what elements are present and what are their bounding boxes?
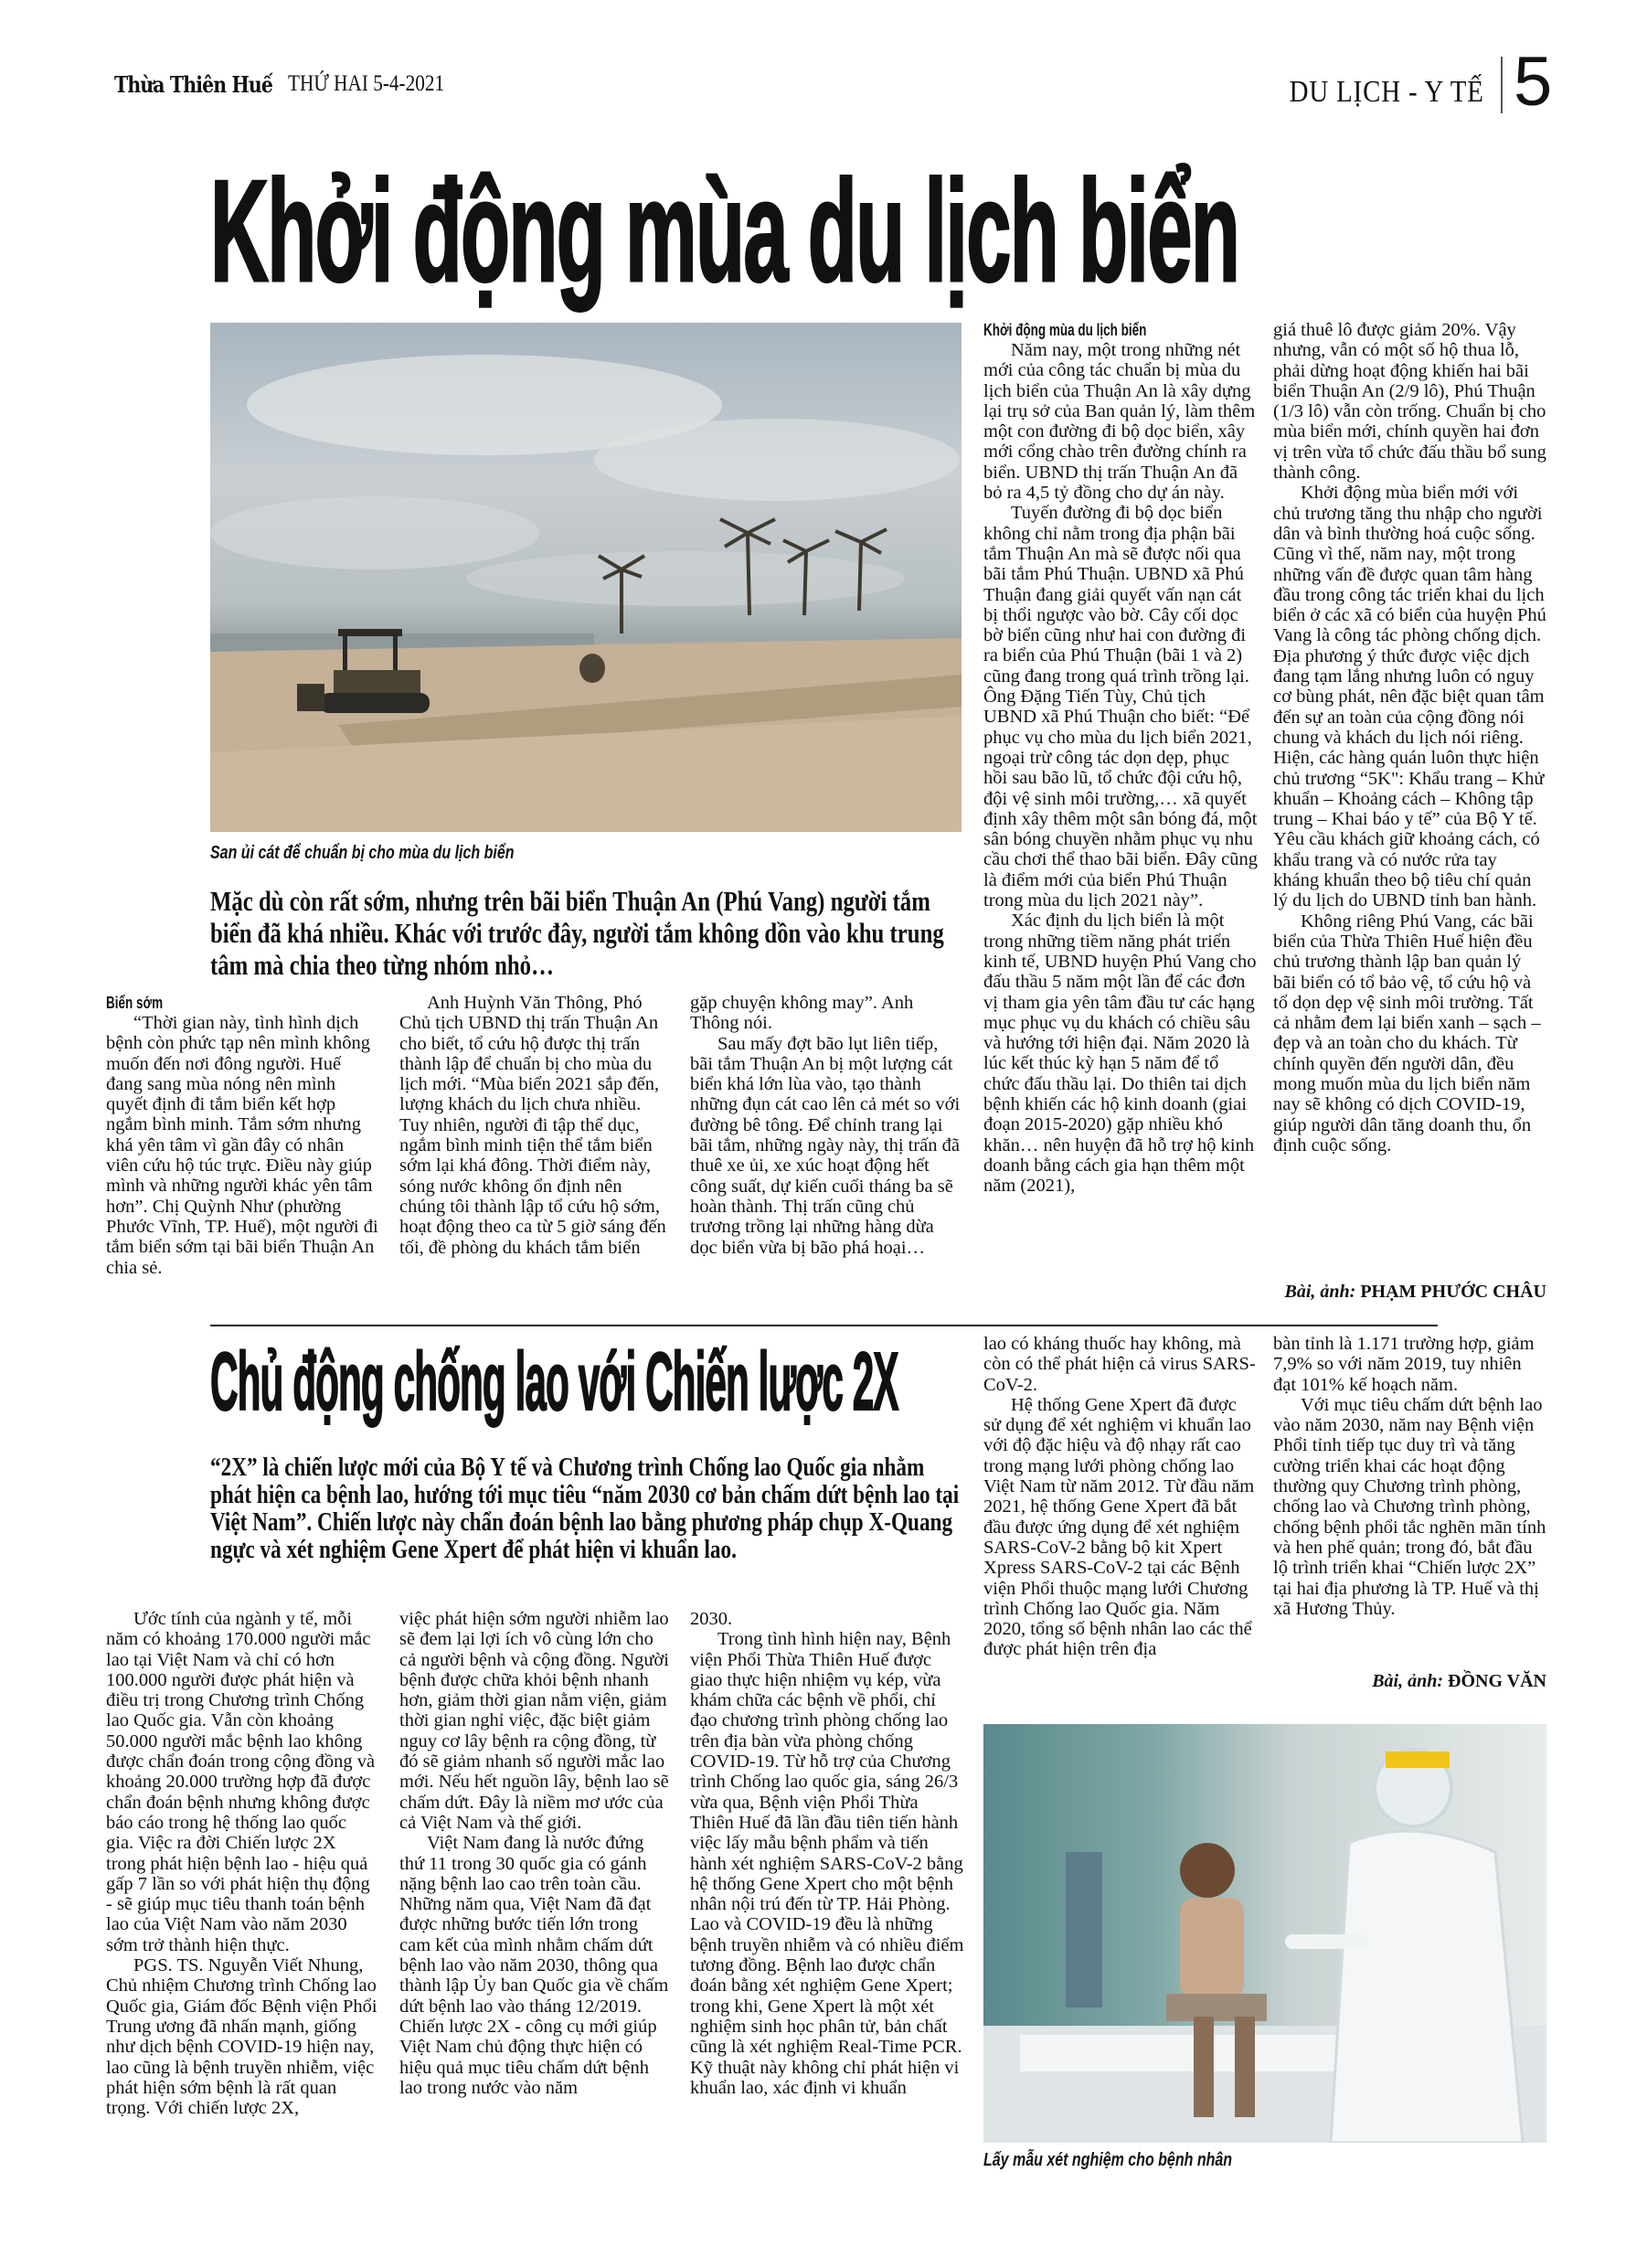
- article1-headline: Khởi động mùa du lịch biển: [210, 151, 1239, 312]
- paragraph: Năm nay, một trong những nét mới của công tác chuẩn bị mùa du lịch biển của Thuận An là xây dựng lại trụ sở của Ban quản lý, làm thêm một con đường đi bộ dọc biển, xây mới cổng chào trên đường chính ra biển. UBND thị trấn Thuận An đã bỏ ra 4,5 tỷ đồng cho dự án này.: [983, 340, 1256, 504]
- byline-author: PHẠM PHƯỚC CHÂU: [1360, 1282, 1546, 1302]
- subheading: Biển sớm: [106, 994, 164, 1012]
- paragraph: Trong tình hình hiện nay, Bệnh viện Phổi Thừa Thiên Huế được giao thực hiện nhiệm vụ kép, vừa khám chữa các bệnh về phổi, chỉ đạo chương trình phòng chống lao trên địa bàn vừa phòng chống COVID-19. Từ hỗ trợ của Chương trình Chống lao quốc gia, sáng 26/3 vừa qua, Bệnh viện Phổi Thừa Thiên Huế đã lần đầu tiên tiến hành việc lấy mẫu bệnh phẩm và tiến hành xét nghiệm SARS-CoV-2 bằng hệ thống Gene Xpert cho một bệnh nhân nội trú đến từ TP. Hải Phòng. Lao và COVID-19 đều là những bệnh truyền nhiễm và có nhiều điểm tương đồng. Bệnh lao được chẩn đoán bằng xét nghiệm Gene Xpert; trong khi, Gene Xpert là một xét nghiệm sinh học phân tử, bản chất cũng là xét nghiệm Real-Time PCR. Kỹ thuật này không chỉ phát hiện vi khuẩn lao, xác định vi khuẩn: [690, 1629, 964, 2098]
- page-number: 5: [1514, 43, 1553, 121]
- paragraph: bàn tỉnh là 1.171 trường hợp, giảm 7,9% so với năm 2019, tuy nhiên đạt 101% kế hoạch năm.: [1273, 1334, 1535, 1395]
- paragraph: “Thời gian này, tình hình dịch bệnh còn phức tạp nên mình không muốn đến nơi đông người. Huế đang sang mùa nóng nên mình quyết định đi tắm biển kết hợp ngắm bình minh. Tắm sớm nhưng khá yên tâm vì gần đây có nhân viên cứu hộ túc trực. Điều này giúp mình và những người khác yên tâm hơn”. Chị Quỳnh Như (phường Phước Vĩnh, TP. Huế), một người đi tắm biển sớm tại bãi biển Thuận An chia sẻ.: [106, 1013, 378, 1278]
- beach-photo: [210, 323, 962, 832]
- paragraph: gặp chuyện không may”. Anh Thông nói.: [690, 993, 914, 1034]
- article1-column-3: [690, 993, 964, 1258]
- article2-headline: Chủ động chống lao với Chiến lược 2X: [210, 1336, 898, 1428]
- paragraph: Không riêng Phú Vang, các bãi biển của Thừa Thiên Huế hiện đều chủ trương thành lập ban quản lý bãi biển có tổ bảo vệ, tổ cứu hộ và tổ dọn dẹp vệ sinh môi trường. Tất cả nhằm đem lại biển xanh – sạch – đẹp và an toàn cho du khách. Từ chính quyền đến người dân, đều mong muốn mùa du lịch biển năm nay sẽ không có dịch COVID-19, giúp người dân tăng doanh thu, ổn định cuộc sống.: [1273, 910, 1541, 1155]
- article1-column-2: [399, 993, 672, 1258]
- sample-collection-image: [983, 1724, 1546, 2143]
- article-divider: [210, 1325, 1438, 1326]
- paragraph: việc phát hiện sớm người nhiễm lao sẽ đem lại lợi ích vô cùng lớn cho cả người bệnh và cộng đồng. Người bệnh được chữa khỏi bệnh nhanh hơn, giảm thời gian nằm viện, giảm thời gian nghỉ việc, đặc biệt giảm nguy cơ lây bệnh ra cộng đồng, từ đó sẽ giảm nhanh số người mắc lao mới. Nếu hết nguồn lây, bệnh lao sẽ chấm dứt. Đây là niềm mơ ước của cả Việt Nam và thế giới.: [399, 1609, 669, 1833]
- paragraph: Sau mấy đợt bão lụt liên tiếp, bãi tắm Thuận An bị một lượng cát biển khá lớn lùa vào, tạo thành những đụn cát cao lên cả mét so với đường bê tông. Để chỉnh trang lại bãi tắm, những ngày này, thị trấn đã thuê xe ủi, xe xúc hoạt động hết công suất, dự kiến cuối tháng ba sẽ hoàn thành. Thị trấn cũng chủ trương trồng lại những hàng dừa dọc biển vừa bị bão phá hoại…: [690, 1033, 961, 1258]
- article1-lead: Mặc dù còn rất sớm, nhưng trên bãi biển Thuận An (Phú Vang) người tắm biển đã khá nhiều. Khác với trước đây, người tắm không dồn vào khu trung tâm mà chia theo từng nhóm nhỏ…: [210, 885, 944, 981]
- paragraph: Anh Huỳnh Văn Thông, Phó Chủ tịch UBND thị trấn Thuận An cho biết, tổ cứu hộ được thị trấn thành lập để chuẩn bị cho mùa du lịch mới. “Mùa biển 2021 sắp đến, lượng khách du lịch chưa nhiều. Tuy nhiên, người đi tập thể dục, ngắm bình minh tiện thể tắm biển sớm lại khá đông. Thời điểm này, sóng nước không ổn định nên chúng tôi thành lập tổ cứu hộ sớm, hoạt động theo ca từ 5 giờ sáng đến tối, đề phòng du khách tắm biển: [399, 993, 666, 1258]
- paragraph: Với mục tiêu chấm dứt bệnh lao vào năm 2030, năm nay Bệnh viện Phổi tỉnh tiếp tục duy trì và tăng cường triển khai các hoạt động thường quy Chương trình phòng, chống lao và Chương trình phòng, chống bệnh phổi tắc nghẽn mãn tính và hen phế quản; trong đó, bắt đầu lộ trình triển khai “Chiến lược 2X” tại hai địa phương là TP. Huế và thị xã Hương Thủy.: [1273, 1394, 1546, 1619]
- paragraph: lao có kháng thuốc hay không, mà còn có thể phát hiện cả virus SARS-CoV-2.: [983, 1334, 1256, 1395]
- paragraph: Việt Nam đang là nước đứng thứ 11 trong 30 quốc gia có gánh nặng bệnh lao cao trên toàn cầu. Những năm qua, Việt Nam đã đạt được những bước tiến lớn trong cam kết của mình nhằm chấm dứt bệnh lao vào năm 2030, thông qua thành lập Ủy ban Quốc gia về chấm dứt bệnh lao vào tháng 12/2019. Chiến lược 2X - công cụ mới giúp Việt Nam chủ động thực hiện có hiệu quả mục tiêu chấm dứt bệnh lao trong nước vào năm: [399, 1833, 669, 2098]
- paragraph: Hệ thống Gene Xpert đã được sử dụng để xét nghiệm vi khuẩn lao với độ đặc hiệu và độ nhạy rất cao trong mạng lưới phòng chống lao Việt Nam từ năm 2012. Từ đầu năm 2021, hệ thống Gene Xpert đã bắt đầu được ứng dụng để xét nghiệm SARS-CoV-2 bằng bộ kit Xpert Xpress SARS-CoV-2 tại các Bệnh viện Phổi thuộc mạng lưới Chương trình Chống lao Quốc gia. Năm 2020, tổng số bệnh nhân lao các thể được phát hiện trên địa: [983, 1394, 1255, 1660]
- article2-column-3: [690, 1609, 964, 2098]
- byline-author: ĐỒNG VĂN: [1448, 1671, 1546, 1691]
- paragraph: Xác định du lịch biển là một trong những tiềm năng phát triển kinh tế, UBND huyện Phú Vang cho đấu thầu 5 năm một lần để các đơn vị tham gia yên tâm đầu tư các hạng mục phục vụ du khách có chiều sâu và hướng tới hiện đại. Năm 2020 là lúc kết thúc kỳ hạn 5 năm để tổ chức đấu thầu lại. Do thiên tai dịch bệnh khiến các hộ kinh doanh (giai đoạn 2015-2020) gặp nhiều khó khăn… nên huyện đã hỗ trợ hộ kinh doanh bằng cách gia hạn thêm một năm (2021),: [983, 910, 1257, 1197]
- issue-date: THỨ HAI 5-4-2021: [288, 71, 445, 96]
- article1-column-4: [983, 340, 1258, 1196]
- article2-column-1: [106, 1609, 378, 2118]
- article1-column-5: [1273, 320, 1547, 1155]
- paragraph: Tuyến đường đi bộ dọc biển không chỉ nằm trong địa phận bãi tắm Thuận An mà sẽ được nối qua bãi tắm Phú Thuận. UBND xã Phú Thuận đang giải quyết vấn nạn cát bị thổi ngược vào bờ. Cây cối dọc bờ biển cũng như hai con đường đi ra biển của Phú Thuận (bãi 1 và 2) cũng đang trong quá trình trồng lại. Ông Đặng Tiến Tùy, Chủ tịch UBND xã Phú Thuận cho biết: “Để phục vụ cho mùa du lịch biển 2021, ngoại trừ công tác dọn dẹp, phục hồi sau bão lũ, tổ chức đội cứu hộ, đội vệ sinh môi trường,… xã quyết định xây thêm một sân bóng đá, một sân bóng chuyền nhằm phục vụ nhu cầu chơi thể thao bãi biển. Đây cũng là điểm mới của biển Phú Thuận trong mùa du lịch 2021 này”.: [983, 503, 1259, 911]
- article1-byline: [1285, 1282, 1546, 1303]
- article2-lead: “2X” là chiến lược mới của Bộ Y tế và Chương trình Chống lao Quốc gia nhằm phát hiện ca bệnh lao, hướng tới mục tiêu “năm 2030 cơ bản chấm dứt bệnh lao tại Việt Nam”. Chiến lược này chẩn đoán bệnh lao bằng phương pháp chụp X-Quang ngực và xét nghiệm Gene Xpert để phát hiện vi khuẩn lao.: [210, 1453, 960, 1564]
- masthead: Thừa Thiên Huế: [114, 71, 273, 98]
- article1-column-1: [106, 1013, 378, 1278]
- paragraph: Khởi động mùa biển mới với chủ trương tăng thu nhập cho người dân và bình thường hoá cuộc sống. Cũng vì thế, năm nay, một trong những vấn đề được quan tâm hàng đầu trong công tác triển khai du lịch biển ở các xã có biển của huyện Phú Vang là công tác phòng chống dịch. Địa phương ý thức được việc dịch đang tạm lắng nhưng luôn có nguy cơ bùng phát, nên đặc biệt quan tâm đến sự an toàn của cộng đồng nói chung và khách du lịch nói riêng. Hiện, các hàng quán luôn thực hiện chủ trương “5K": Khẩu trang – Khử khuẩn – Khoảng cách – Không tập trung – Khai báo y tế” của Bộ Y tế. Yêu cầu khách giữ khoảng cách, có khẩu trang và có nước rửa tay kháng khuẩn theo bộ tiêu chí quản lý du lịch do UBND tỉnh ban hành.: [1273, 483, 1546, 911]
- section-title: DU LỊCH - Y TẾ: [1289, 75, 1484, 109]
- article2-column-4: [983, 1334, 1258, 1660]
- article2-byline: [1372, 1671, 1546, 1692]
- paragraph: giá thuê lô được giảm 20%. Vậy nhưng, vẫn có một số hộ thua lỗ, phải dừng hoạt động khiến hai bãi biển Thuận An (2/9 lô), Phú Thuận (1/3 lô) vẫn còn trống. Chuẩn bị cho mùa biển mới, chính quyền hai đơn vị trên vừa tổ chức đấu thầu bổ sung thành công.: [1273, 320, 1546, 484]
- subheading: Khởi động mùa du lịch biển: [983, 321, 1147, 339]
- hospital-photo: [983, 1724, 1546, 2143]
- divider: [1501, 57, 1503, 113]
- photo-caption: Lấy mẫu xét nghiệm cho bệnh nhân: [983, 2150, 1233, 2170]
- article2-column-2: [399, 1609, 672, 2098]
- photo-caption: San ủi cát để chuẩn bị cho mùa du lịch biển: [210, 843, 515, 863]
- byline-label: Bài, ảnh:: [1372, 1671, 1444, 1691]
- byline-label: Bài, ảnh:: [1284, 1282, 1356, 1302]
- article2-column-5: [1273, 1334, 1547, 1619]
- paragraph: PGS. TS. Nguyễn Viết Nhung, Chủ nhiệm Chương trình Chống lao Quốc gia, Giám đốc Bệnh viện Phổi Trung ương đã nhấn mạnh, giống như dịch bệnh COVID-19 hiện nay, lao cũng là bệnh truyền nhiễm, việc phát hiện sớm bệnh là rất quan trọng. Với chiến lược 2X,: [106, 1955, 377, 2119]
- paragraph: Ước tính của ngành y tế, mỗi năm có khoảng 170.000 người mắc lao tại Việt Nam và chỉ có hơn 100.000 người được phát hiện và điều trị trong Chương trình Chống lao Quốc gia. Vẫn còn khoảng 50.000 người mắc bệnh lao không được chẩn đoán trong cộng đồng và khoảng 20.000 trường hợp đã được chẩn đoán bệnh nhưng không được báo cáo trong hệ thống lao quốc gia. Việc ra đời Chiến lược 2X trong phát hiện bệnh lao - hiệu quả gấp 7 lần so với phát hiện thụ động - sẽ giúp mục tiêu thanh toán bệnh lao của Việt Nam vào năm 2030 sớm trở thành hiện thực.: [106, 1609, 376, 1955]
- paragraph: 2030.: [690, 1609, 733, 1629]
- beach-bulldozer-image: [210, 323, 962, 832]
